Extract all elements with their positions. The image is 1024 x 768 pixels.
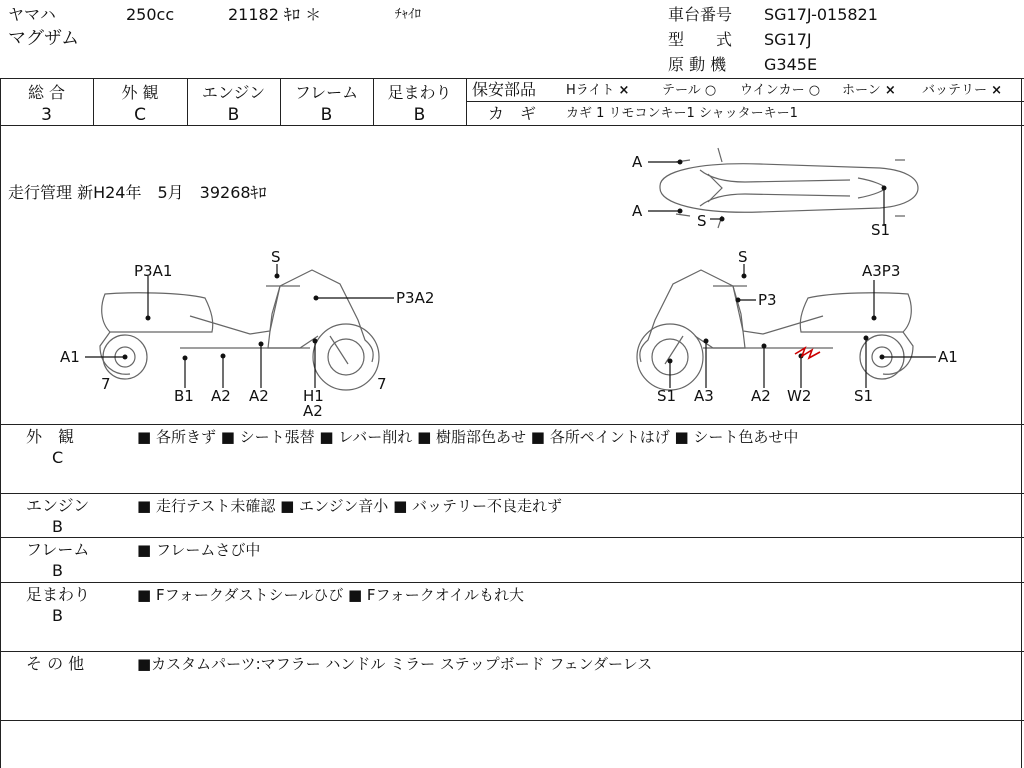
frame-label: 車台番号 xyxy=(668,5,733,24)
status-mark: × xyxy=(884,83,896,98)
item-name: ウインカー xyxy=(740,83,805,98)
grade-label: 足まわり xyxy=(387,83,452,102)
left-side-scooter xyxy=(100,270,379,390)
label-left-a2-3: A2 xyxy=(303,402,323,420)
status-mark: × xyxy=(618,83,630,98)
safety-item-horn xyxy=(842,81,896,101)
damage-diagram xyxy=(0,126,1024,424)
remark-grade: B xyxy=(52,606,63,625)
remark-category: 外 観 xyxy=(26,427,75,446)
safety-item-tail xyxy=(662,81,716,101)
remark-grade: B xyxy=(52,517,63,536)
label-left-p3a2: P3A2 xyxy=(396,289,435,307)
label-right-a3: A3 xyxy=(694,387,714,405)
mileage-note: 走行管理 新H24年 5月 39268ｷﾛ xyxy=(8,183,267,202)
remark-category: エンジン xyxy=(26,496,90,515)
divider xyxy=(466,101,1024,102)
label-right-s: S xyxy=(738,248,748,266)
label-left-s: S xyxy=(271,248,281,266)
label-left-a1: A1 xyxy=(60,348,80,366)
odometer: 21182 ｷﾛ ＊ xyxy=(228,5,322,24)
remark-grade: B xyxy=(52,561,63,580)
label-left-7a: 7 xyxy=(101,375,111,393)
label-right-s1-1: S1 xyxy=(657,387,677,405)
grade-suspension xyxy=(373,80,466,125)
engine-number: G345E xyxy=(764,55,818,74)
label-right-w2: W2 xyxy=(787,387,812,405)
label-top-a-2: A xyxy=(632,202,643,220)
label-top-s: S xyxy=(697,212,707,230)
remark-category: そ の 他 xyxy=(26,654,85,673)
divider xyxy=(0,537,1024,538)
diagram-points xyxy=(123,160,887,364)
label-left-b1: B1 xyxy=(174,387,194,405)
status-mark: ○ xyxy=(808,83,821,98)
label-top-a-1: A xyxy=(632,153,643,171)
remark-grade: C xyxy=(52,448,64,467)
item-name: Hライト xyxy=(566,83,615,98)
divider xyxy=(466,78,467,125)
status-mark: ○ xyxy=(704,83,717,98)
status-mark: × xyxy=(991,83,1003,98)
divider xyxy=(0,78,1024,79)
safety-label: 保安部品 xyxy=(472,80,537,99)
type-number: SG17J xyxy=(764,30,812,49)
label-right-p3: P3 xyxy=(758,291,777,309)
label-right-a2: A2 xyxy=(751,387,771,405)
diagram-leaders xyxy=(85,162,936,388)
label-left-7b: 7 xyxy=(377,375,387,393)
item-name: ホーン xyxy=(842,83,881,98)
remark-text: ■ Fフォークダストシールひび ■ Fフォークオイルもれ大 xyxy=(137,586,525,604)
item-name: テール xyxy=(662,83,701,98)
remark-text: ■ フレームさび中 xyxy=(137,541,261,559)
label-left-p3a1: P3A1 xyxy=(134,262,173,280)
item-name: バッテリー xyxy=(922,83,988,98)
label-top-s1: S1 xyxy=(871,221,891,239)
type-label: 型 式 xyxy=(668,30,733,49)
grade-label: エンジン xyxy=(201,83,266,102)
right-side-scooter xyxy=(637,270,913,390)
displacement: 250cc xyxy=(126,5,175,24)
divider xyxy=(0,720,1024,721)
label-right-a1: A1 xyxy=(938,348,958,366)
divider xyxy=(0,493,1024,494)
remark-category: 足まわり xyxy=(26,585,91,604)
divider xyxy=(0,651,1024,652)
remark-text: ■ 各所きず ■ シート張替 ■ レバー削れ ■ 樹脂部色あせ ■ 各所ペイントはげ ■ シート色あせ中 xyxy=(137,428,799,446)
grade-label: 外 観 xyxy=(121,83,159,102)
grade-frame xyxy=(280,80,373,125)
frame-number: SG17J-015821 xyxy=(764,5,878,24)
grade-label: フレーム xyxy=(294,83,359,102)
grade-value: B xyxy=(320,105,333,125)
key-label: カ ギ xyxy=(488,104,537,123)
model-name: マグザム xyxy=(8,28,80,49)
engine-label: 原 動 機 xyxy=(668,55,727,74)
grade-label: 総 合 xyxy=(27,83,66,102)
divider xyxy=(0,424,1024,425)
color: ﾁｬｲﾛ xyxy=(395,7,421,22)
key-value: カギ 1 リモコンキー1 シャッターキー1 xyxy=(566,106,798,121)
label-right-s1-2: S1 xyxy=(854,387,874,405)
safety-item-headlight xyxy=(566,81,629,101)
grade-value: B xyxy=(413,105,426,125)
maker: ヤマハ xyxy=(8,5,56,24)
grade-value: 3 xyxy=(41,105,52,125)
grade-engine xyxy=(187,80,280,125)
label-left-a2-2: A2 xyxy=(249,387,269,405)
divider xyxy=(0,582,1024,583)
grade-value: C xyxy=(134,105,146,125)
safety-item-battery xyxy=(922,81,1002,101)
grade-value: B xyxy=(227,105,240,125)
label-right-a3p3: A3P3 xyxy=(862,262,901,280)
remark-text: ■カスタムパーツ:マフラー ハンドル ミラー ステップボード フェンダーレス xyxy=(137,655,653,673)
grade-overall xyxy=(0,80,93,125)
grade-exterior xyxy=(93,80,187,125)
label-left-h1: H1 xyxy=(303,387,324,405)
label-left-a2-1: A2 xyxy=(211,387,231,405)
remark-category: フレーム xyxy=(26,540,90,559)
remark-text: ■ 走行テスト未確認 ■ エンジン音小 ■ バッテリー不良走れず xyxy=(137,497,563,515)
safety-item-winker xyxy=(740,81,820,101)
